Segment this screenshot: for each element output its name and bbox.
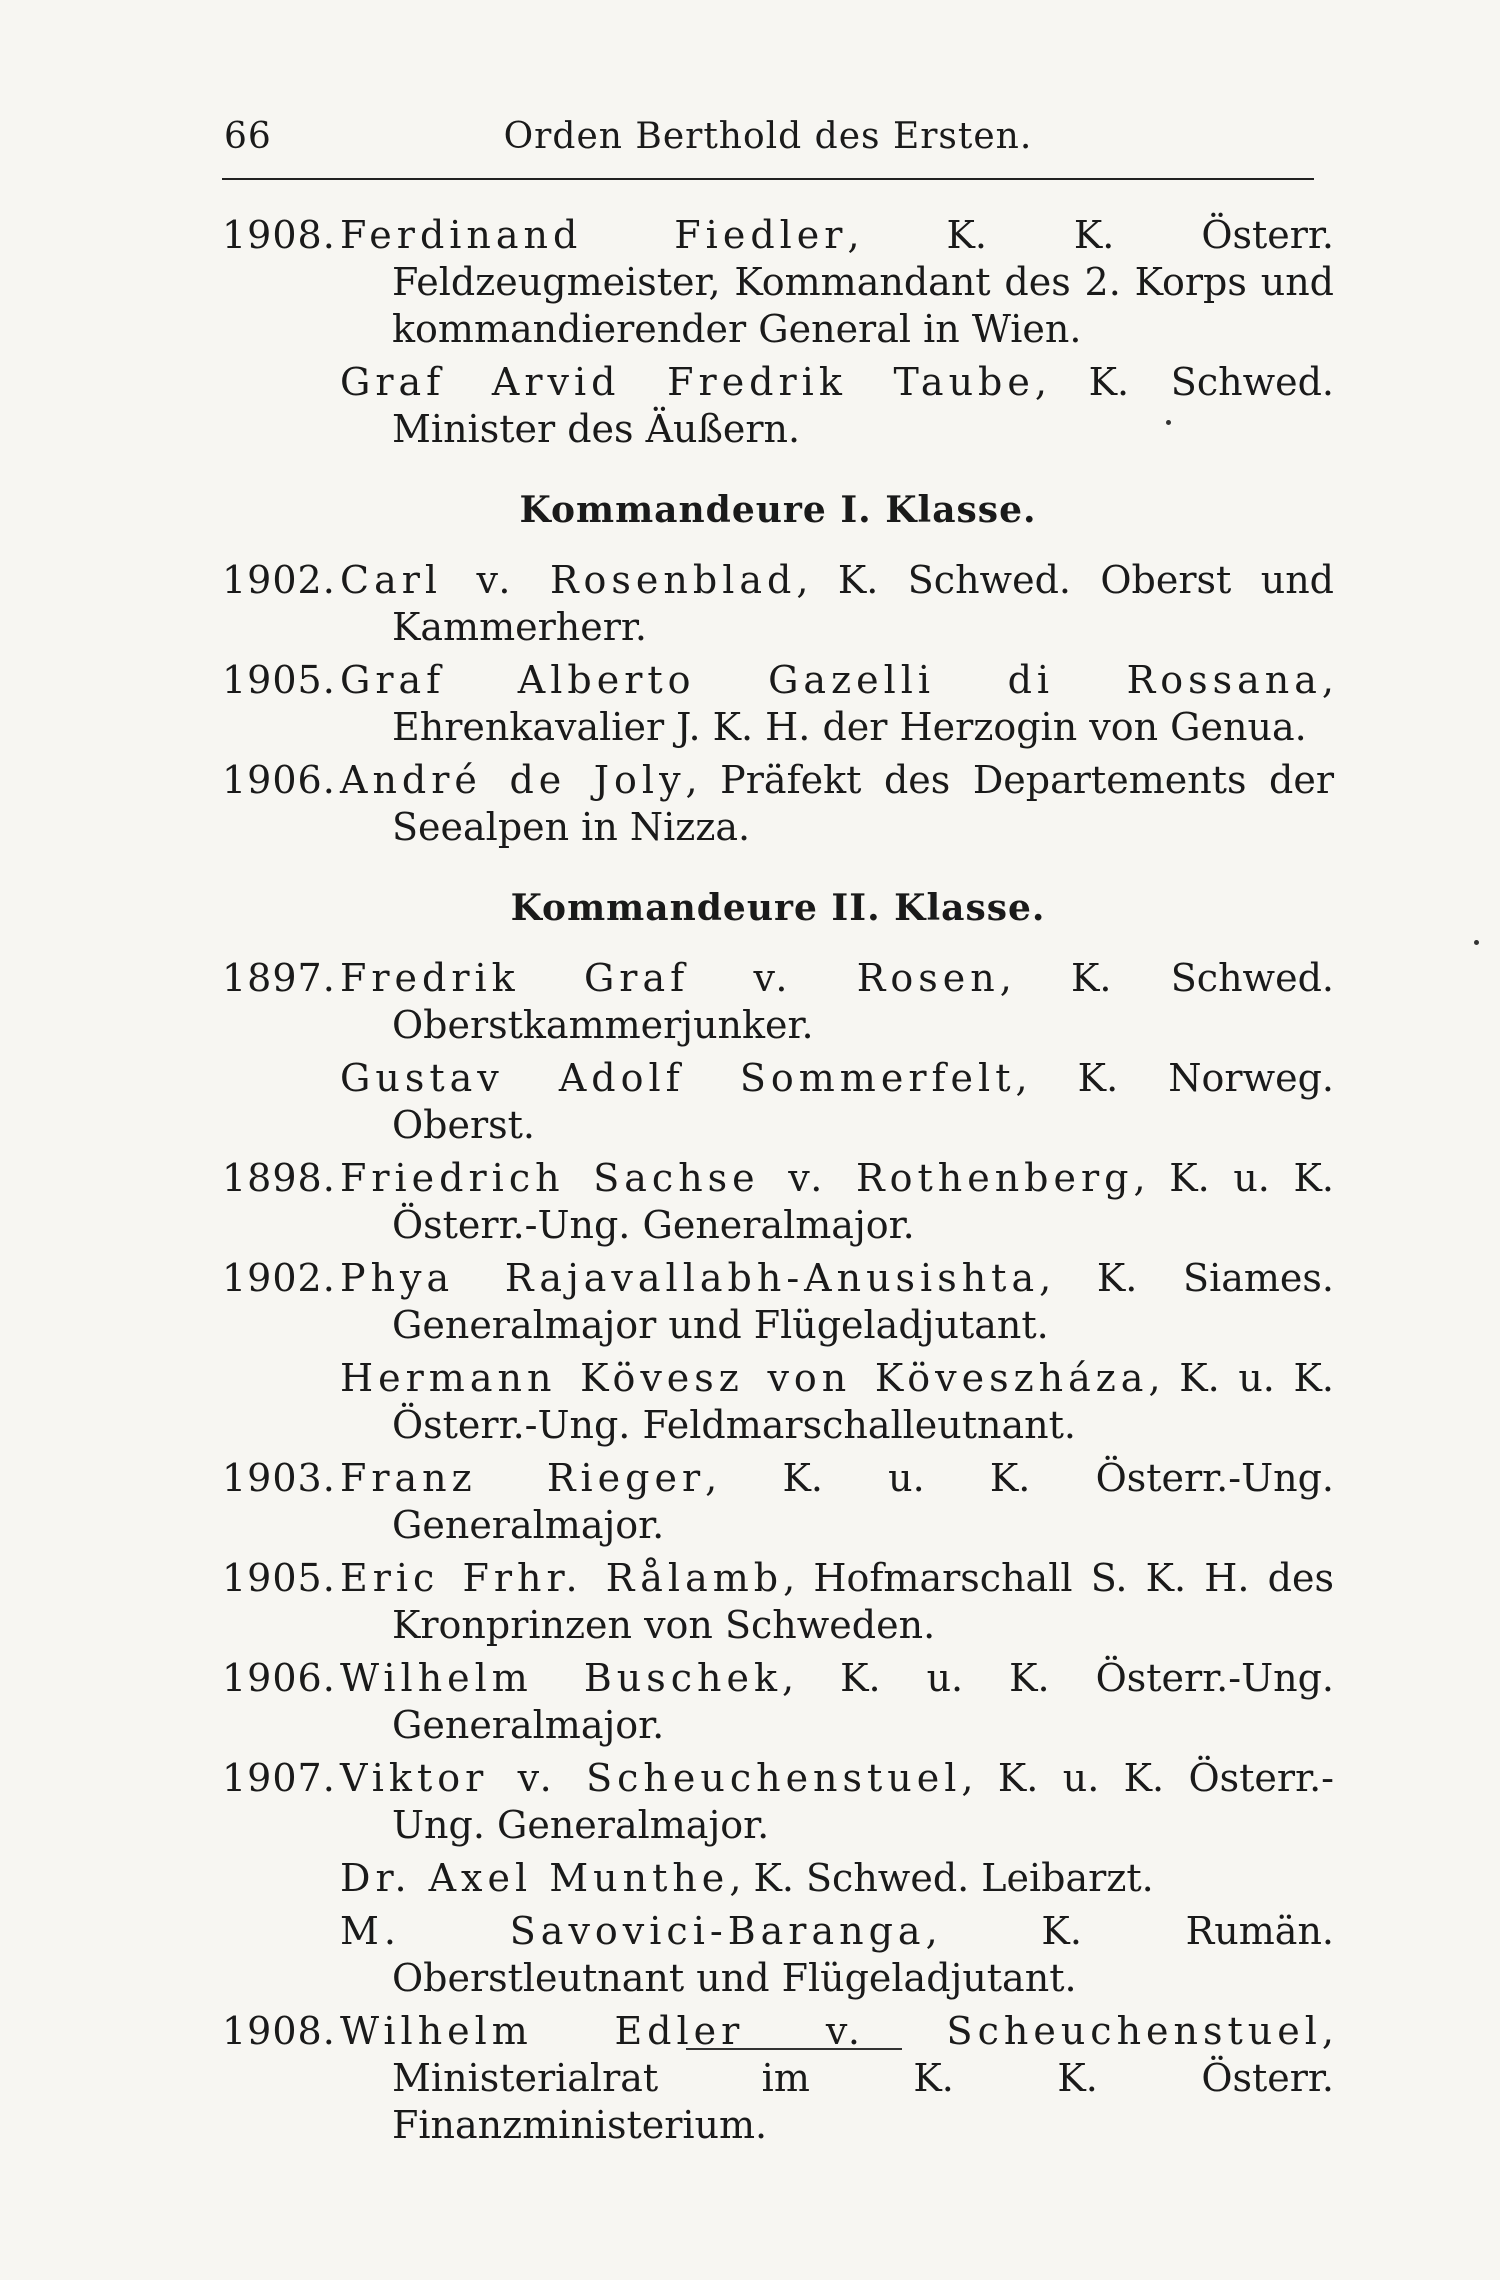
list-item	[222, 212, 1334, 353]
entry-details: , K. Schwed. Minister des Äußern.	[392, 360, 1334, 451]
list-item	[222, 1655, 1334, 1749]
entry-name: Gustav Adolf Sommerfelt	[340, 1056, 1016, 1100]
entry-details: , K. u. K. Österr.-Ung. Feldmarschalleutnant.	[392, 1356, 1334, 1447]
entry-text	[340, 1755, 1334, 1849]
entry-name: Carl v. Rosenblad	[340, 558, 797, 602]
entry-name: Ferdinand Fiedler	[340, 213, 848, 257]
page-header	[222, 108, 1314, 180]
list-item	[222, 557, 1334, 651]
list-item	[222, 1155, 1334, 1249]
entry-year: 1905.	[222, 1556, 336, 1600]
entry-name: Graf Alberto Gazelli di Rossana	[340, 658, 1322, 702]
entry-text	[340, 1908, 1334, 2002]
entry-text	[340, 212, 1334, 353]
list-item	[222, 2008, 1334, 2149]
entry-year: 1907.	[222, 1756, 336, 1800]
entry-year: 1902.	[222, 1256, 336, 1300]
entry-details: , K. Siames. Generalmajor und Flügeladjutant.	[392, 1256, 1334, 1347]
entry-year: 1898.	[222, 1156, 336, 1200]
entry-details: , K. Rumän. Oberstleutnant und Flügeladjutant.	[392, 1909, 1334, 2000]
list-item	[222, 757, 1334, 851]
entry-year: 1908.	[222, 213, 336, 257]
entry-year: 1906.	[222, 1656, 336, 1700]
entry-details: , K. Norweg. Oberst.	[392, 1056, 1334, 1147]
list-item	[222, 1055, 1334, 1149]
entry-year	[222, 1355, 340, 1449]
entry-name: Dr. Axel Munthe	[340, 1856, 730, 1900]
entry-name: André de Joly	[340, 758, 686, 802]
entry-year: 1902.	[222, 558, 336, 602]
entry-text	[340, 1855, 1334, 1902]
entry-name: Eric Frhr. Rålamb	[340, 1556, 784, 1600]
entry-text	[340, 955, 1334, 1049]
entry-details: , K. Schwed. Oberst und Kammerherr.	[392, 558, 1335, 649]
entry-year: 1903.	[222, 1456, 336, 1500]
entry-year	[222, 359, 340, 453]
entry-details: , K. Schwed. Leibarzt.	[729, 1856, 1154, 1900]
entry-name: Franz Rieger	[340, 1456, 706, 1500]
running-title: Orden Berthold des Ersten.	[503, 116, 1033, 157]
entry-year	[222, 1908, 340, 2002]
entry-details: , Hofmarschall S. K. H. des Kronprinzen von Schweden.	[392, 1556, 1334, 1647]
entry-year: 1897.	[222, 956, 336, 1000]
entry-details: , K. Schwed. Oberstkammerjunker.	[392, 956, 1334, 1047]
entry-year: 1908.	[222, 2009, 336, 2053]
entry-details: , K. u. K. Österr.-Ung. Generalmajor.	[392, 1456, 1334, 1547]
entry-name: Wilhelm Buschek	[340, 1656, 783, 1700]
entry-details: , K. u. K. Österr.-Ung. Generalmajor.	[392, 1656, 1335, 1747]
list-item	[222, 657, 1334, 751]
entry-text	[340, 359, 1334, 453]
entry-text	[340, 1355, 1334, 1449]
list-item	[222, 1855, 1334, 1902]
section-heading-kommandeure-1: Kommandeure I. Klasse.	[519, 489, 1037, 531]
section-kommandeure-1	[222, 557, 1334, 851]
ink-speck	[1474, 940, 1479, 945]
entry-details: , K. u. K. Österr.-Ung. Generalmajor.	[392, 1756, 1334, 1847]
section-kommandeure-2	[222, 955, 1334, 2149]
ink-speck	[1166, 420, 1171, 425]
list-item	[222, 1755, 1334, 1849]
list-item	[222, 1355, 1334, 1449]
entry-text	[340, 757, 1334, 851]
entry-name: Graf Arvid Fredrik Taube	[340, 360, 1035, 404]
entry-details: , K. u. K. Österr.-Ung. Generalmajor.	[392, 1156, 1334, 1247]
entry-text	[340, 557, 1334, 651]
page-body	[222, 212, 1334, 2155]
entry-text	[340, 1155, 1334, 1249]
list-item	[222, 359, 1334, 453]
list-item	[222, 955, 1334, 1049]
entry-text	[340, 1655, 1334, 1749]
entry-details: , Ehrenkavalier J. K. H. der Herzogin von Genua.	[392, 658, 1334, 749]
entry-name: Viktor v. Scheuchenstuel	[340, 1756, 962, 1800]
list-item	[222, 1255, 1334, 1349]
entry-year	[222, 1855, 340, 1902]
entry-text	[340, 1555, 1334, 1649]
entry-details: , Präfekt des Departements der Seealpen in Nizza.	[392, 758, 1334, 849]
section-heading-kommandeure-2: Kommandeure II. Klasse.	[510, 887, 1046, 929]
entry-name: Hermann Kövesz von Köveszháza	[340, 1356, 1149, 1400]
entry-text	[340, 1255, 1334, 1349]
entry-name: M. Savovici-Baranga	[340, 1909, 926, 1953]
entry-year	[222, 1055, 340, 1149]
list-item	[222, 1908, 1334, 2002]
entry-year: 1905.	[222, 658, 336, 702]
entry-text	[340, 1055, 1334, 1149]
entry-details: , Ministerialrat im K. K. Österr. Finanzministerium.	[392, 2009, 1334, 2147]
section-grand-crosses	[222, 212, 1334, 453]
list-item	[222, 1555, 1334, 1649]
list-item	[222, 1455, 1334, 1549]
entry-name: Fredrik Graf v. Rosen	[340, 956, 1000, 1000]
entry-name: Friedrich Sachse v. Rothenberg	[340, 1156, 1134, 1200]
page-number: 66	[224, 116, 272, 157]
entry-name: Wilhelm Edler v. Scheuchenstuel	[340, 2009, 1322, 2053]
entry-details: , K. K. Österr. Feldzeugmeister, Kommandant des 2. Korps und kommandierender General in Wien.	[392, 213, 1334, 351]
entry-text	[340, 657, 1334, 751]
end-rule	[686, 2048, 902, 2050]
entry-text	[340, 2008, 1334, 2149]
entry-year: 1906.	[222, 758, 336, 802]
entry-name: Phya Rajavallabh-Anusishta	[340, 1256, 1040, 1300]
entry-text	[340, 1455, 1334, 1549]
